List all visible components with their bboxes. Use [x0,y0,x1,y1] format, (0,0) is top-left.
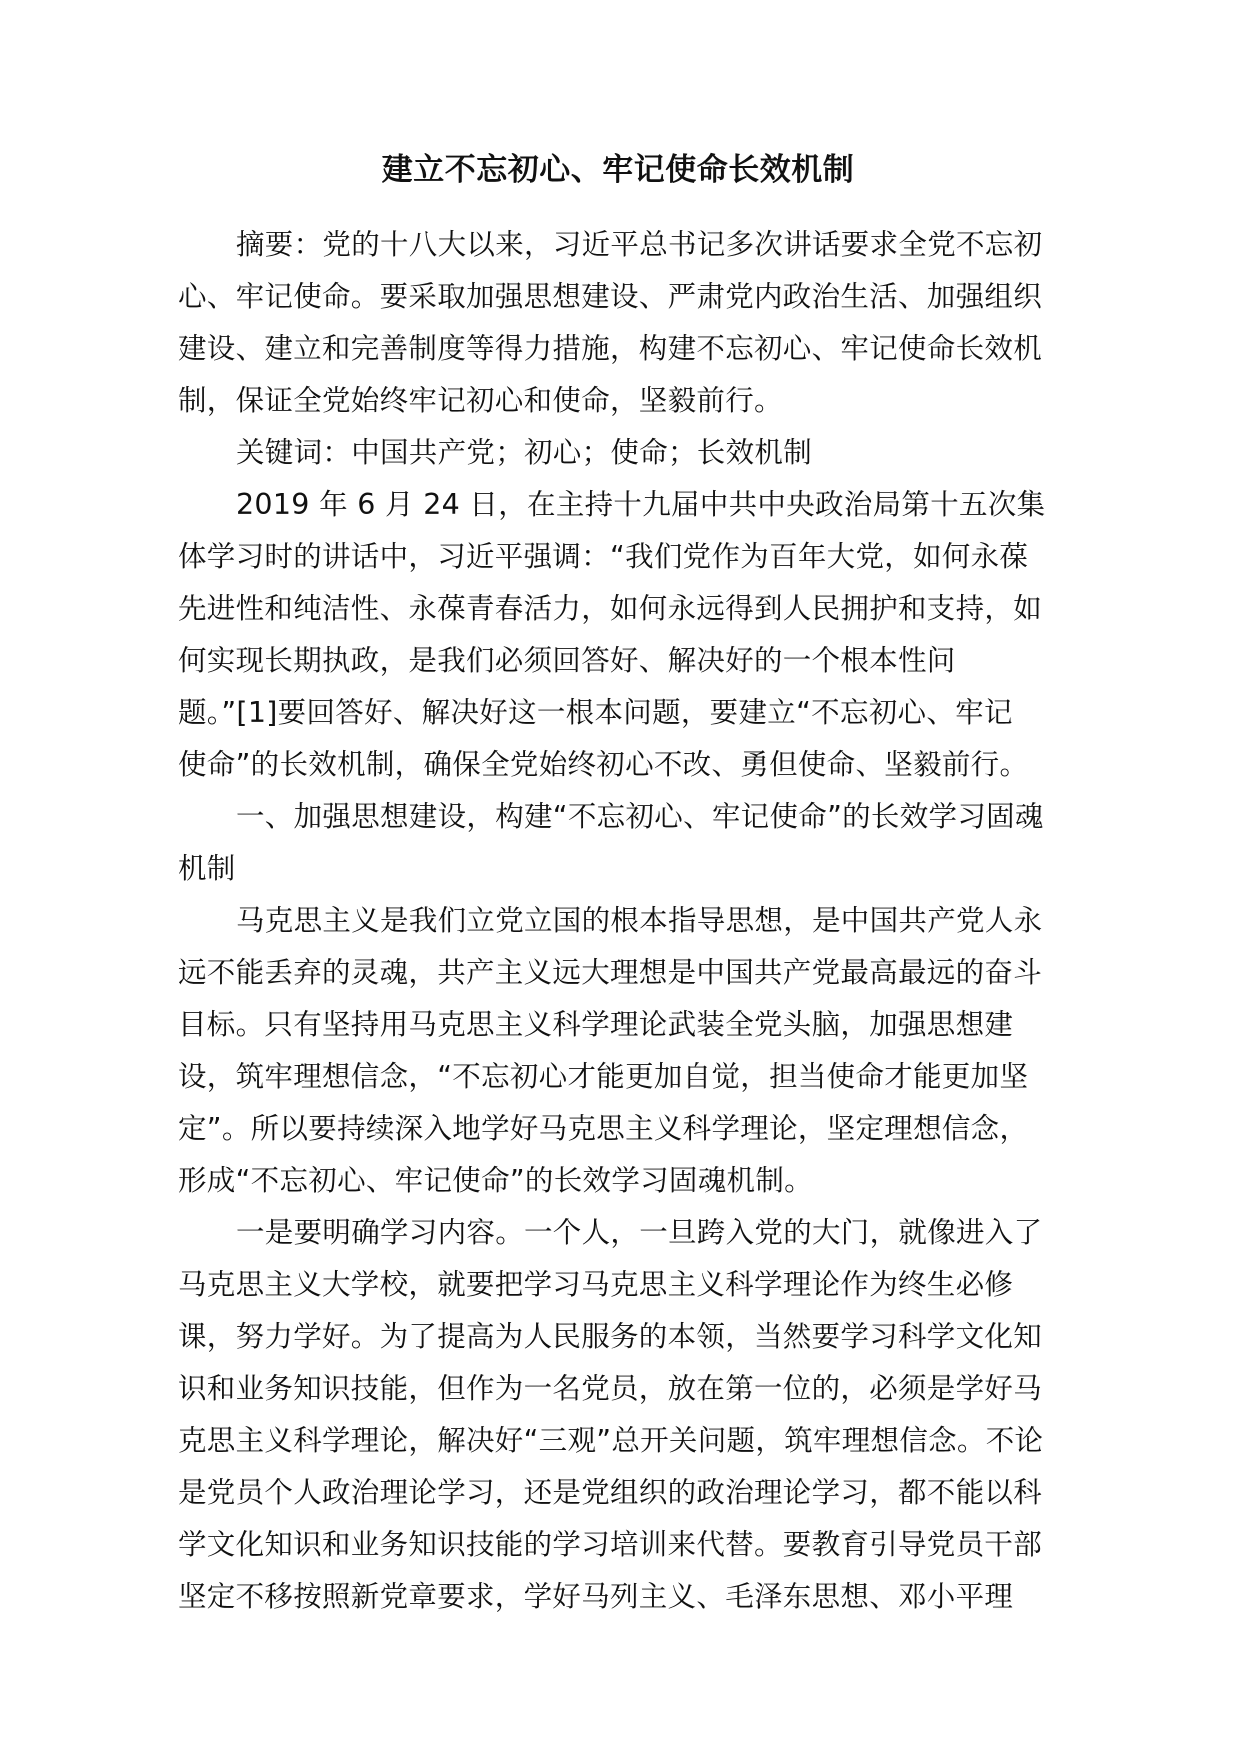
text-line: 识和业务知识技能，但作为一名党员，放在第一位的，必须是学好马 [178,1372,1043,1405]
text-line: 设，筑牢理想信念，“不忘初心才能更加自觉，担当使命才能更加坚 [178,1060,1029,1093]
text-line: 2019 年 6 月 24 日，在主持十九届中共中央政治局第十五次集 [236,488,1046,521]
text-line: 目标。只有坚持用马克思主义科学理论武装全党头脑，加强思想建 [178,1008,1014,1041]
text-line: 先进性和纯洁性、永葆青春活力，如何永远得到人民拥护和支持，如 [178,592,1043,625]
text-line: 定”。所以要持续深入地学好马克思主义科学理论，坚定理想信念， [178,1112,1029,1145]
text-line: 一是要明确学习内容。一个人，一旦跨入党的大门，就像进入了 [236,1216,1043,1249]
text-line: 使命”的长效机制，确保全党始终初心不改、勇但使命、坚毅前行。 [178,748,1029,781]
text-line: 远不能丢弃的灵魂，共产主义远大理想是中国共产党最高最远的奋斗 [178,956,1043,989]
text-line: 何实现长期执政，是我们必须回答好、解决好的一个根本性问 [178,644,956,677]
text-line: 机制 [178,852,236,885]
text-line: 是党员个人政治理论学习，还是党组织的政治理论学习，都不能以科 [178,1476,1043,1509]
text-line: 建设、建立和完善制度等得力措施，构建不忘初心、牢记使命长效机 [178,332,1043,365]
text-line: 形成“不忘初心、牢记使命”的长效学习固魂机制。 [178,1164,813,1197]
text-line: 题。”[1]要回答好、解决好这一根本问题，要建立“不忘初心、牢记 [178,696,1013,729]
document-title: 建立不忘初心、牢记使命长效机制 [381,152,855,188]
document-body [178,219,1058,1623]
text-line: 坚定不移按照新党章要求，学好马列主义、毛泽东思想、邓小平理 [178,1580,1014,1613]
text-line: 摘要：党的十八大以来，习近平总书记多次讲话要求全党不忘初 [236,228,1043,261]
text-line: 一、加强思想建设，构建“不忘初心、牢记使命”的长效学习固魂 [236,800,1044,833]
text-line: 制，保证全党始终牢记初心和使命，坚毅前行。 [178,384,783,417]
text-line: 马克思主义是我们立党立国的根本指导思想，是中国共产党人永 [236,904,1043,937]
text-line: 学文化知识和业务知识技能的学习培训来代替。要教育引导党员干部 [178,1528,1043,1561]
text-line: 体学习时的讲话中，习近平强调：“我们党作为百年大党，如何永葆 [178,540,1029,573]
text-line: 马克思主义大学校，就要把学习马克思主义科学理论作为终生必修 [178,1268,1014,1301]
text-line: 课，努力学好。为了提高为人民服务的本领，当然要学习科学文化知 [178,1320,1043,1353]
text-line: 关键词：中国共产党；初心；使命；长效机制 [236,436,813,469]
text-line: 心、牢记使命。要采取加强思想建设、严肃党内政治生活、加强组织 [178,280,1043,313]
text-line: 克思主义科学理论，解决好“三观”总开关问题，筑牢理想信念。不论 [178,1424,1044,1457]
